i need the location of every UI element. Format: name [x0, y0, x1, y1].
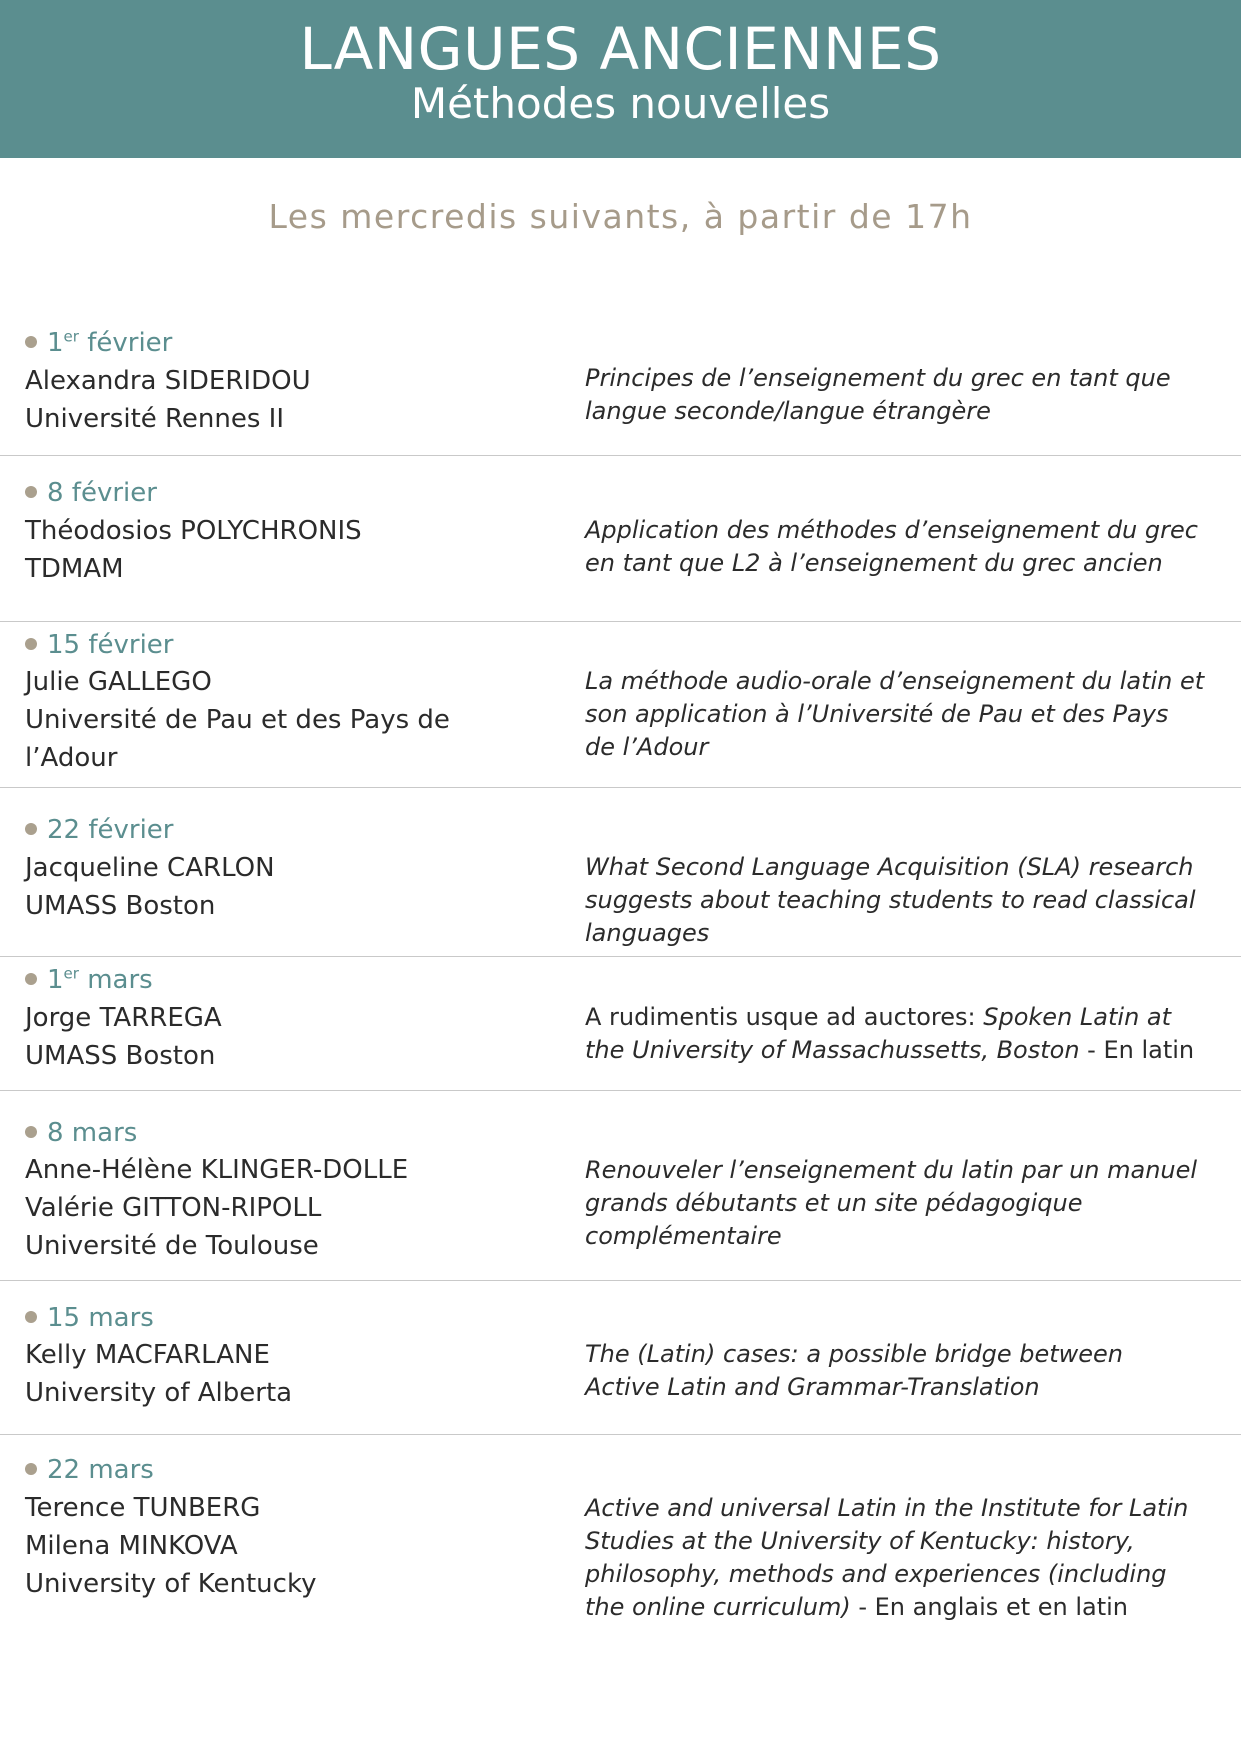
- session-row: [0, 1092, 1241, 1281]
- speaker-block: [25, 849, 275, 925]
- session-date: 22 février: [25, 813, 173, 847]
- speaker-name: Milena MINKOVA: [25, 1531, 238, 1561]
- talk-title: A rudimentis usque ad auctores: Spoken Latin at the University of Massachussetts, Boston - En latin: [585, 1003, 1195, 1064]
- session-row: [0, 623, 1241, 788]
- bullet-icon: [25, 823, 37, 835]
- speaker-block: [25, 1336, 292, 1412]
- speaker-name: Julie GALLEGO: [25, 667, 212, 697]
- speaker-affiliation: University of Alberta: [25, 1378, 293, 1408]
- bullet-icon: [25, 486, 37, 498]
- speaker-name: Jacqueline CARLON: [25, 853, 275, 883]
- header-banner: [0, 0, 1241, 158]
- speaker-name: Anne-Hélène KLINGER-DOLLE: [25, 1155, 409, 1185]
- speaker-name: Alexandra SIDERIDOU: [25, 366, 311, 396]
- session-row: [0, 958, 1241, 1091]
- session-date: 1er février: [25, 326, 172, 360]
- session-date: 15 février: [25, 628, 173, 662]
- speaker-name: Valérie GITTON-RIPOLL: [25, 1193, 322, 1223]
- bullet-icon: [25, 1463, 37, 1475]
- bullet-icon: [25, 973, 37, 985]
- speaker-name: Jorge TARREGA: [25, 1003, 222, 1033]
- speaker-name: Théodosios POLYCHRONIS: [25, 516, 362, 546]
- speaker-block: [25, 999, 222, 1075]
- session-date: 15 mars: [25, 1301, 154, 1335]
- talk-title: What Second Language Acquisition (SLA) research suggests about teaching students to read classical languages: [585, 853, 1196, 947]
- bullet-icon: [25, 336, 37, 348]
- speaker-affiliation: Université de Toulouse: [25, 1231, 319, 1261]
- session-row: [0, 1436, 1241, 1636]
- page-subtitle: Méthodes nouvelles: [410, 79, 831, 128]
- speaker-affiliation: TDMAM: [25, 554, 124, 584]
- session-date: 22 mars: [25, 1453, 154, 1487]
- speaker-affiliation: l’Adour: [25, 743, 118, 773]
- bullet-icon: [25, 1311, 37, 1323]
- speaker-affiliation: Université Rennes II: [25, 404, 285, 434]
- speaker-name: Terence TUNBERG: [25, 1493, 261, 1523]
- talk-title: Principes de l’enseignement du grec en tant que langue seconde/langue étrangère: [585, 364, 1171, 425]
- schedule-intro: Les mercredis suivants, à partir de 17h: [268, 197, 973, 236]
- session-row: [0, 1282, 1241, 1435]
- speaker-affiliation: UMASS Boston: [25, 891, 216, 921]
- session-row: [0, 300, 1241, 456]
- speaker-block: [25, 512, 362, 588]
- speaker-affiliation: University of Kentucky: [25, 1569, 317, 1599]
- speaker-block: [25, 1489, 316, 1603]
- speaker-block: [25, 1151, 408, 1265]
- talk-title: Active and universal Latin in the Institute for Latin Studies at the University of Kentucky: history, philosophy, methods and experiences (including the online curriculum) - En anglais et en latin: [585, 1494, 1189, 1621]
- speaker-block: [25, 362, 311, 438]
- speaker-affiliation: Université de Pau et des Pays de: [25, 705, 450, 735]
- talk-title: Application des méthodes d’enseignement du grec en tant que L2 à l’enseignement du grec ancien: [585, 516, 1198, 577]
- speaker-name: Kelly MACFARLANE: [25, 1340, 270, 1370]
- session-date: 8 février: [25, 476, 157, 510]
- talk-title: The (Latin) cases: a possible bridge between Active Latin and Grammar-Translation: [585, 1340, 1124, 1401]
- session-date: 8 mars: [25, 1116, 137, 1150]
- bullet-icon: [25, 638, 37, 650]
- session-row: [0, 457, 1241, 622]
- speaker-affiliation: UMASS Boston: [25, 1041, 216, 1071]
- session-row: [0, 789, 1241, 957]
- talk-title: Renouveler l’enseignement du latin par un manuel grands débutants et un site pédagogique complémentaire: [585, 1156, 1198, 1250]
- speaker-block: [25, 663, 450, 777]
- session-date: 1er mars: [25, 963, 153, 997]
- page-title: LANGUES ANCIENNES: [299, 15, 942, 83]
- talk-title: La méthode audio-orale d’enseignement du latin et son application à l’Université de Pau et des Pays de l’Adour: [585, 667, 1205, 761]
- bullet-icon: [25, 1126, 37, 1138]
